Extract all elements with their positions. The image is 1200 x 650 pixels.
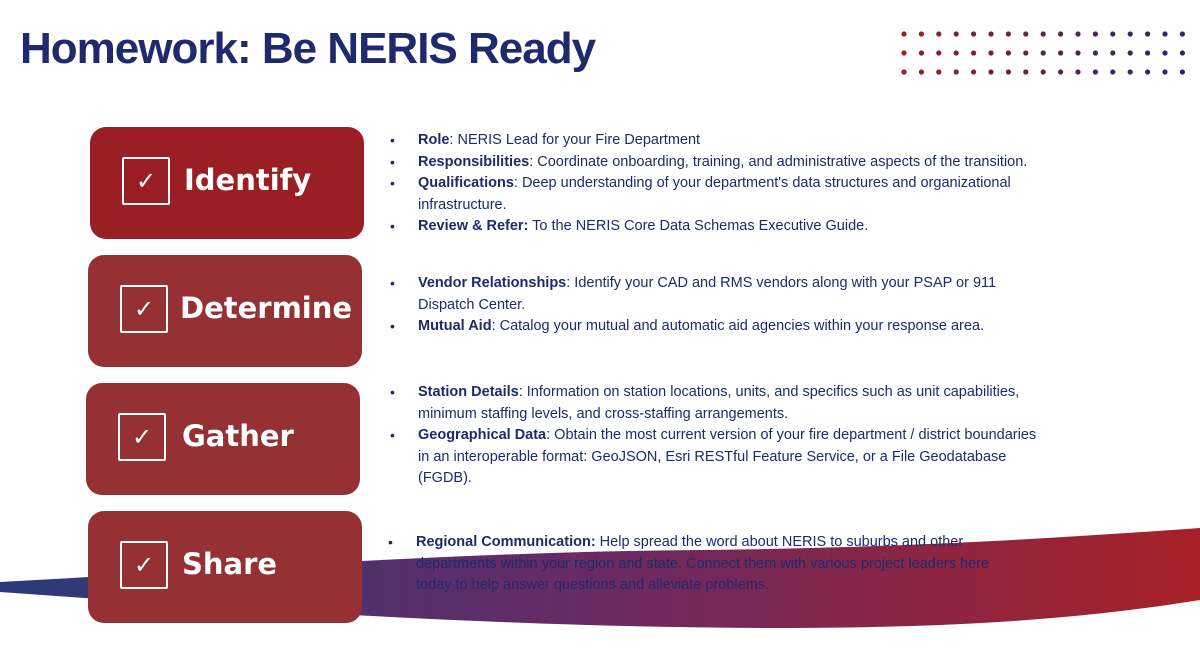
list-item: • Review & Refer: To the NERIS Core Data Schemas Executive Guide. <box>390 216 1120 238</box>
decorative-dot <box>988 50 993 55</box>
decorative-dot <box>1162 50 1167 55</box>
decorative-dot <box>1128 31 1133 36</box>
decorative-dot <box>1023 50 1028 55</box>
list-item: • Vendor Relationships: Identify your CAD and RMS vendors along with your PSAP or 911 Dispatch Center. <box>390 273 1030 316</box>
decorative-dot <box>954 31 959 36</box>
decorative-dot <box>1023 69 1028 74</box>
page-title: Homework: Be NERIS Ready <box>20 24 596 73</box>
decorative-dot <box>901 69 906 74</box>
checkbox-check-icon: ✓ <box>118 413 166 461</box>
decorative-dot <box>936 69 941 74</box>
step-label: Identify <box>184 163 312 197</box>
decorative-dot <box>936 31 941 36</box>
list-item: • Regional Communication: Help spread the word about NERIS to suburbs and other departments within your region and state. Connect them with various project leaders here today to help answer questions and alleviate problems. <box>388 532 1028 597</box>
step-determine-box <box>88 255 362 367</box>
decorative-dot <box>971 50 976 55</box>
decorative-dot <box>1180 31 1185 36</box>
decorative-dot <box>971 69 976 74</box>
decorative-dot <box>988 69 993 74</box>
decorative-dot <box>1110 31 1115 36</box>
decorative-dot <box>1058 69 1063 74</box>
decorative-dot <box>1006 69 1011 74</box>
decorative-dot <box>1093 50 1098 55</box>
decorative-dot <box>1006 31 1011 36</box>
decorative-dot <box>1041 50 1046 55</box>
list-item: • Mutual Aid: Catalog your mutual and automatic aid agencies within your response area. <box>390 316 1030 338</box>
decorative-dot <box>1110 50 1115 55</box>
decorative-dot <box>971 31 976 36</box>
decorative-dot <box>1093 31 1098 36</box>
decorative-dot <box>901 31 906 36</box>
decorative-dot <box>1145 31 1150 36</box>
decorative-dot <box>1058 50 1063 55</box>
decorative-dot <box>1023 31 1028 36</box>
step-gather-box <box>86 383 360 495</box>
decorative-dot <box>1041 31 1046 36</box>
decorative-dot <box>1128 50 1133 55</box>
identify-bullet-list <box>390 130 1120 238</box>
gather-bullet-list <box>390 382 1045 490</box>
decorative-dot <box>1128 69 1133 74</box>
determine-bullet-list <box>390 273 1030 338</box>
decorative-dot <box>919 69 924 74</box>
checkbox-check-icon: ✓ <box>120 541 168 589</box>
decorative-dot <box>919 31 924 36</box>
decorative-dot <box>1162 31 1167 36</box>
list-item: • Station Details: Information on station locations, units, and specifics such as unit capabilities, minimum staffing levels, and cross-staffing arrangements. <box>390 382 1045 425</box>
decorative-dot <box>1075 31 1080 36</box>
decorative-dot <box>988 31 993 36</box>
decorative-dot <box>1075 69 1080 74</box>
decorative-dot <box>1145 50 1150 55</box>
decorative-dot <box>919 50 924 55</box>
decorative-dot-grid <box>898 30 1198 80</box>
step-label: Gather <box>182 419 294 453</box>
list-item: • Role: NERIS Lead for your Fire Department <box>390 130 1120 152</box>
decorative-dot <box>1093 69 1098 74</box>
decorative-dot <box>1145 69 1150 74</box>
step-identify-box <box>90 127 364 239</box>
decorative-dot <box>1006 50 1011 55</box>
checkbox-check-icon: ✓ <box>122 157 170 205</box>
list-item: • Qualifications: Deep understanding of your department's data structures and organizational infrastructure. <box>390 173 1090 216</box>
decorative-dot <box>1075 50 1080 55</box>
list-item: • Geographical Data: Obtain the most current version of your fire department / district boundaries in an interoperable format: GeoJSON, Esri RESTful Feature Service, or a File Geodatabase (FGDB). <box>390 425 1045 490</box>
list-item: • Responsibilities: Coordinate onboarding, training, and administrative aspects of the transition. <box>390 152 1120 174</box>
decorative-dot <box>1162 69 1167 74</box>
step-label: Determine <box>180 291 353 325</box>
decorative-dot <box>1180 69 1185 74</box>
decorative-dot <box>936 50 941 55</box>
share-bullet-list <box>388 532 1028 597</box>
decorative-dot <box>1110 69 1115 74</box>
step-share-box <box>88 511 362 623</box>
decorative-dot <box>954 50 959 55</box>
step-label: Share <box>182 547 278 581</box>
decorative-dot <box>1180 50 1185 55</box>
checkbox-check-icon: ✓ <box>120 285 168 333</box>
decorative-dot <box>1058 31 1063 36</box>
decorative-dot <box>901 50 906 55</box>
decorative-dot <box>954 69 959 74</box>
decorative-dot <box>1041 69 1046 74</box>
